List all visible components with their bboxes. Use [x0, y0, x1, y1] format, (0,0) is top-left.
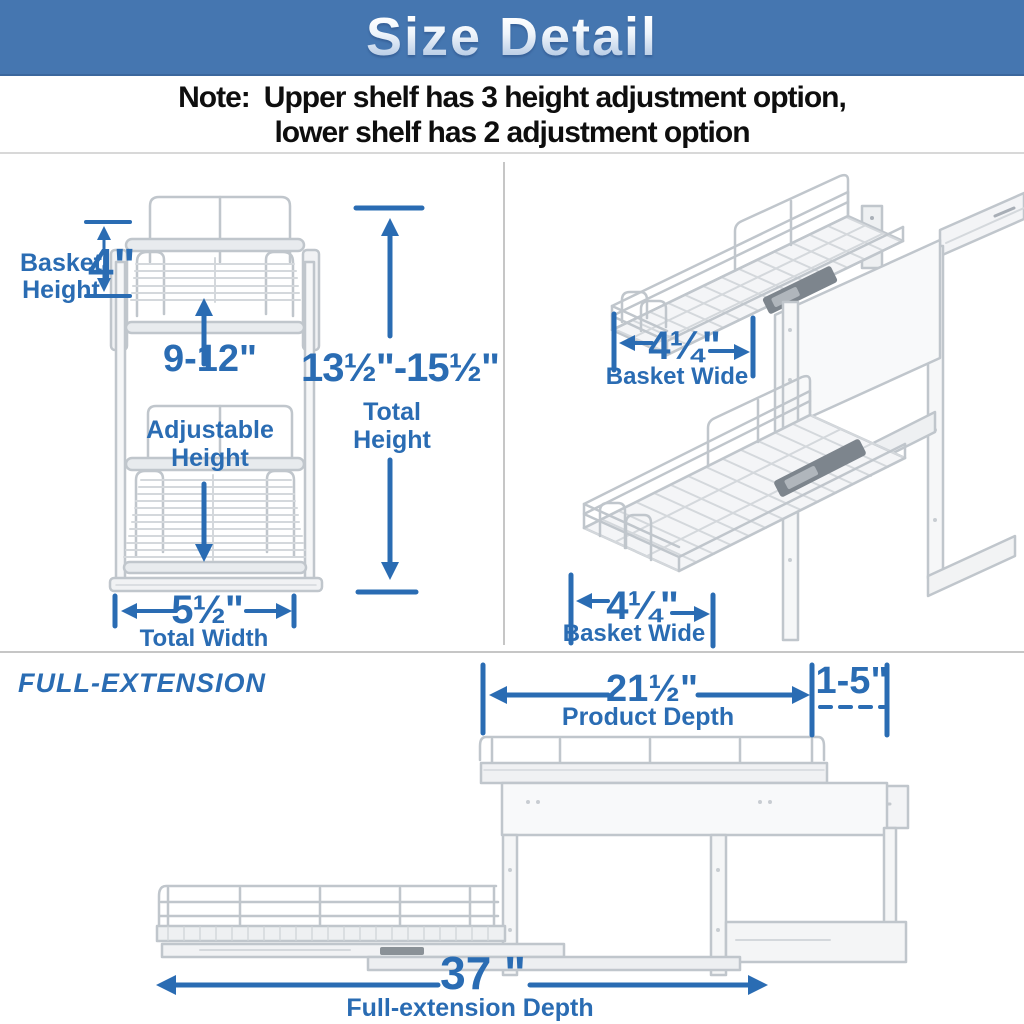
total-width-value: 5½" — [171, 588, 243, 632]
full-extension-title: FULL-EXTENSION — [18, 668, 266, 698]
page-title: Size Detail — [365, 7, 659, 67]
basket-height-value: 4" — [88, 239, 136, 291]
basket-height-label: Basket Height — [20, 249, 102, 304]
slide-gap-value: 1-5" — [815, 660, 889, 702]
adjustable-height-label: Adjustable Height — [146, 416, 274, 472]
lower-basket-wide-label: Basket Wide — [562, 620, 706, 647]
upper-basket-wide-label: Basket Wide — [605, 363, 749, 390]
total-height-label: Total Height — [353, 398, 431, 454]
total-height-value: 13½"-15½" — [301, 346, 499, 390]
note-line-2: lower shelf has 2 adjustment option — [274, 116, 750, 149]
note-prefix: Note: — [178, 81, 250, 114]
adjustable-height-value: 9-12" — [162, 338, 258, 380]
panel-dividers — [0, 162, 1024, 652]
full-extension-depth-value: 37 " — [440, 947, 526, 999]
upper-basket-wide-value: 4¼" — [648, 324, 720, 368]
total-width-label: Total Width — [139, 625, 269, 652]
full-extension-depth-label: Full-extension Depth — [346, 994, 594, 1022]
lower-basket-wide-value: 4¼" — [606, 584, 678, 628]
product-depth-value: 21½" — [606, 668, 698, 710]
note-line-1: Note: Upper shelf has 3 height adjustment option, — [178, 81, 846, 114]
product-depth-label: Product Depth — [561, 703, 735, 731]
